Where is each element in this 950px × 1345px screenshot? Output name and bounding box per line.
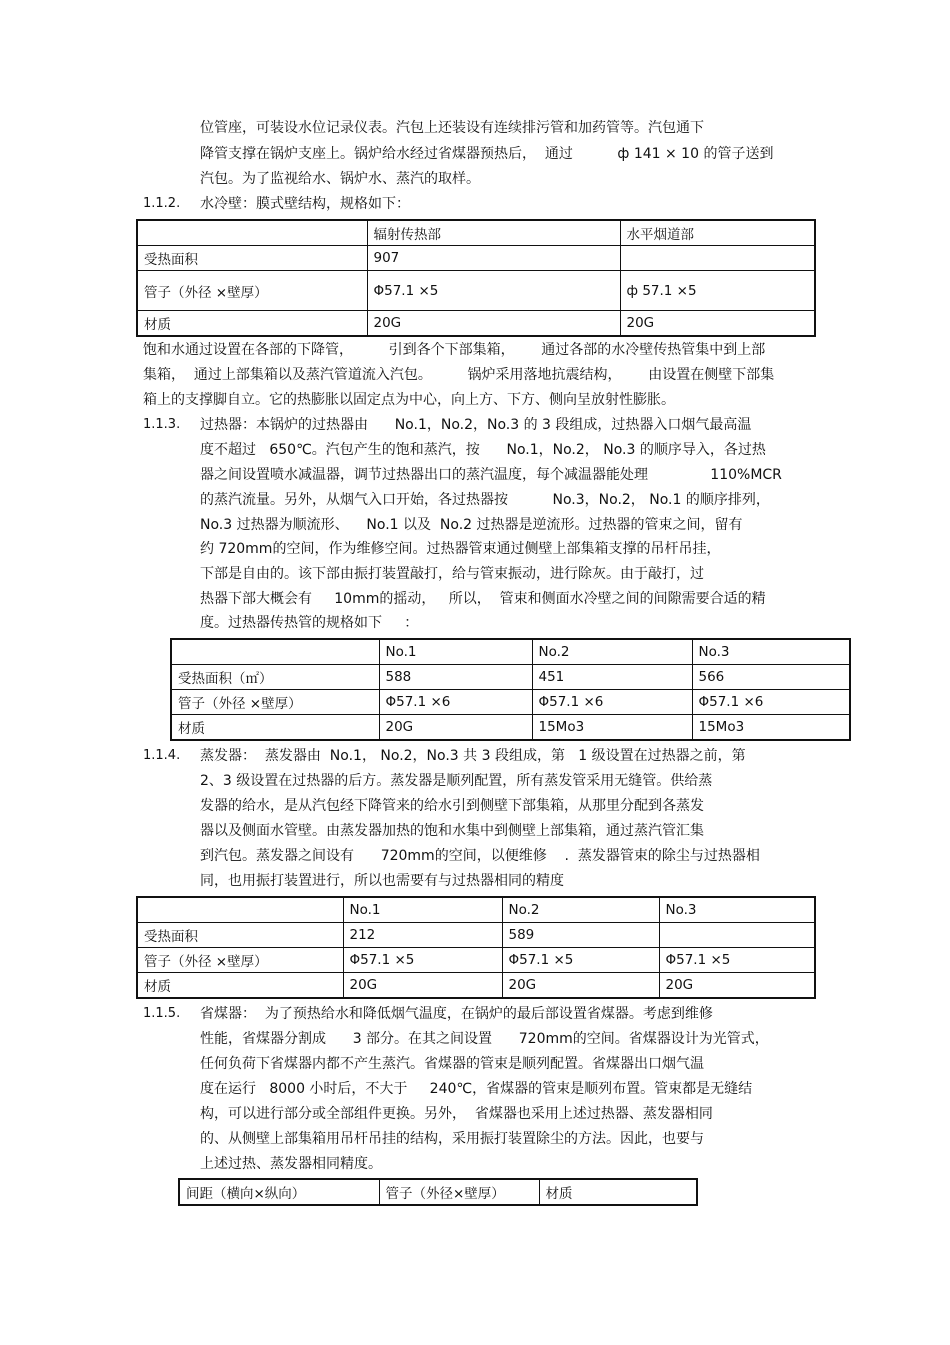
table-cell: 566 xyxy=(692,665,850,690)
table-cell: No.2 xyxy=(502,897,659,923)
para-115-line-1: 省煤器： 为了预热给水和降低烟气温度，在锅炉的最后部设置省煤器。考虑到维修 xyxy=(200,1006,713,1022)
table-cell: 907 xyxy=(367,246,620,271)
table-cell: 管子（外径×壁厚） xyxy=(379,1179,539,1205)
table-cell xyxy=(137,220,367,246)
para-115-line-7: 上述过热、蒸发器相同精度。 xyxy=(200,1156,382,1172)
para-115-line-3: 任何负荷下省煤器内都不产生蒸汽。省煤器的管束是顺列配置。省煤器出口烟气温 xyxy=(200,1056,704,1072)
table-cell: 受热面积 xyxy=(137,923,343,948)
table-cell: 受热面积 xyxy=(137,246,367,271)
table-cell: 451 xyxy=(532,665,692,690)
table-row xyxy=(137,220,815,246)
table-row xyxy=(171,639,850,665)
para-113-line-7: 下部是自由的。该下部由振打装置敲打，给与管束振动，进行除灰。由于敲打，过 xyxy=(200,566,704,582)
table-row xyxy=(171,715,850,741)
table-cell: 15Mo3 xyxy=(532,715,692,741)
para-113-line-8: 热器下部大概会有 10mm的摇动， 所以， 管束和侧面水冷壁之间的间隙需要合适的精 xyxy=(200,591,766,607)
table-row xyxy=(137,897,815,923)
table-row xyxy=(171,665,850,690)
para-115-line-2: 性能，省煤器分割成 3 部分。在其之间设置 720mm的空间。省煤器设计为光管式， xyxy=(200,1031,769,1047)
table-cell: No.1 xyxy=(343,897,502,923)
intro-line-3: 汽包。为了监视给水、锅炉水、蒸汽的取样。 xyxy=(200,171,480,187)
intro-line-1: 位管座，可装设水位记录仪表。汽包上还装设有连续排污管和加药管等。汽包通下 xyxy=(200,120,704,136)
section-number-112: 1.1.2. xyxy=(143,196,181,211)
table-cell: 15Mo3 xyxy=(692,715,850,741)
para-113-line-1: 过热器：本锅炉的过热器由 No.1，No.2，No.3 的 3 段组成，过热器入口烟气最高温 xyxy=(200,417,752,433)
para-112-line-2: 集箱， 通过上部集箱以及蒸汽管道流入汽包。 锅炉采用落地抗震结构， 由设置在侧壁下部集 xyxy=(143,367,775,383)
para-115-line-4: 度在运行 8000 小时后，不大于 240℃，省煤器的管束是顺列布置。管束都是无缝结 xyxy=(200,1081,753,1097)
table-row xyxy=(137,311,815,337)
para-113-line-4: 的蒸汽流量。另外，从烟气入口开始，各过热器按 No.3，No.2， No.1 的顺序排列， xyxy=(200,492,770,508)
table-cell: 20G xyxy=(343,973,502,999)
table-cell: 间距（横向×纵向） xyxy=(179,1179,379,1205)
table-cell: Φ57.1 ×5 xyxy=(502,948,659,973)
table-row xyxy=(171,690,850,715)
table-row xyxy=(137,973,815,999)
para-114-line-4: 器以及侧面水管壁。由蒸发器加热的饱和水集中到侧壁上部集箱，通过蒸汽管汇集 xyxy=(200,823,704,839)
para-113-line-2: 度不超过 650℃。汽包产生的饱和蒸汽，按 No.1，No.2， No.3 的顺序导入，各过热 xyxy=(200,442,766,458)
section-number-114: 1.1.4. xyxy=(143,748,181,763)
para-115-line-6: 的、从侧壁上部集箱用吊杆吊挂的结构，采用振打装置除尘的方法。因此，也要与 xyxy=(200,1131,704,1147)
table-cell: Φ57.1 ×5 xyxy=(659,948,815,973)
table-cell xyxy=(620,246,815,271)
table-cell: 20G xyxy=(367,311,620,337)
table-cell: 212 xyxy=(343,923,502,948)
section-number-115: 1.1.5. xyxy=(143,1006,181,1021)
table-cell: Φ57.1 ×6 xyxy=(692,690,850,715)
section-number-113: 1.1.3. xyxy=(143,417,181,432)
table-row xyxy=(179,1179,697,1205)
table-cell: No.3 xyxy=(692,639,850,665)
table-cell: No.2 xyxy=(532,639,692,665)
para-114-line-6: 同，也用振打装置进行，所以也需要有与过热器相同的精度 xyxy=(200,873,564,889)
table-cell: 588 xyxy=(379,665,532,690)
intro-line-2: 降管支撑在锅炉支座上。锅炉给水经过省煤器预热后， 通过 ф 141 × 10 的管子送到 xyxy=(200,146,774,162)
table-row xyxy=(137,246,815,271)
table-row xyxy=(137,948,815,973)
table-cell: 管子（外径 ×壁厚） xyxy=(137,271,367,311)
water-wall-table xyxy=(136,219,816,337)
table-cell xyxy=(171,639,379,665)
para-114-line-2: 2、3 级设置在过热器的后方。蒸发器是顺列配置，所有蒸发管采用无缝管。供给蒸 xyxy=(200,773,713,789)
para-113-line-9: 度。过热器传热管的规格如下 ： xyxy=(200,615,419,631)
economizer-table xyxy=(178,1178,698,1206)
table-cell: 20G xyxy=(502,973,659,999)
para-114-line-5: 到汽包。蒸发器之间设有 720mm的空间，以便维修 . 蒸发器管束的除尘与过热器相 xyxy=(200,848,760,864)
para-114-line-3: 发器的给水，是从汽包经下降管来的给水引到侧壁下部集箱，从那里分配到各蒸发 xyxy=(200,798,704,814)
table-cell: 受热面积（㎡） xyxy=(171,665,379,690)
table-cell: 管子（外径 ×壁厚） xyxy=(171,690,379,715)
para-112-line-3: 箱上的支撑脚自立。它的热膨胀以固定点为中心，向上方、下方、侧向呈放射性膨胀。 xyxy=(143,392,675,408)
evaporator-table xyxy=(136,896,816,999)
table-cell: Φ57.1 ×6 xyxy=(379,690,532,715)
table-cell: 20G xyxy=(659,973,815,999)
para-114-line-1: 蒸发器： 蒸发器由 No.1， No.2，No.3 共 3 段组成，第 1 级设置在过热器之前，第 xyxy=(200,748,746,764)
table-row xyxy=(137,923,815,948)
para-112-line-1: 饱和水通过设置在各部的下降管， 引到各个下部集箱， 通过各部的水冷壁传热管集中到上部 xyxy=(143,342,766,358)
table-cell: Φ57.1 ×5 xyxy=(343,948,502,973)
para-113-line-6: 约 720mm的空间，作为维修空间。过热器管束通过侧壁上部集箱支撑的吊杆吊挂， xyxy=(200,541,721,557)
para-115-line-5: 构，可以进行部分或全部组件更换。另外， 省煤器也采用上述过热器、蒸发器相同 xyxy=(200,1106,713,1122)
table-cell: 20G xyxy=(379,715,532,741)
table-row xyxy=(137,271,815,311)
table-cell: Φ57.1 ×5 xyxy=(367,271,620,311)
para-113-line-5: No.3 过热器为顺流形、 No.1 以及 No.2 过热器是逆流形。过热器的管束之间，留有 xyxy=(200,517,743,533)
table-cell: Φ57.1 ×6 xyxy=(532,690,692,715)
table-cell: 水平烟道部 xyxy=(620,220,815,246)
para-113-line-3: 器之间设置喷水减温器，调节过热器出口的蒸汽温度，每个减温器能处理 110%MCR xyxy=(200,467,782,483)
table-cell: 材质 xyxy=(539,1179,697,1205)
table-cell: ф 57.1 ×5 xyxy=(620,271,815,311)
table-cell: 材质 xyxy=(137,973,343,999)
section-title-112: 水冷壁：膜式壁结构，规格如下： xyxy=(200,196,410,212)
table-cell: 20G xyxy=(620,311,815,337)
superheater-table xyxy=(170,638,851,741)
table-cell: 管子（外径 ×壁厚） xyxy=(137,948,343,973)
table-cell: No.3 xyxy=(659,897,815,923)
table-cell xyxy=(659,923,815,948)
table-cell: 材质 xyxy=(137,311,367,337)
table-cell: 589 xyxy=(502,923,659,948)
table-cell: 辐射传热部 xyxy=(367,220,620,246)
table-cell xyxy=(137,897,343,923)
table-cell: 材质 xyxy=(171,715,379,741)
table-cell: No.1 xyxy=(379,639,532,665)
